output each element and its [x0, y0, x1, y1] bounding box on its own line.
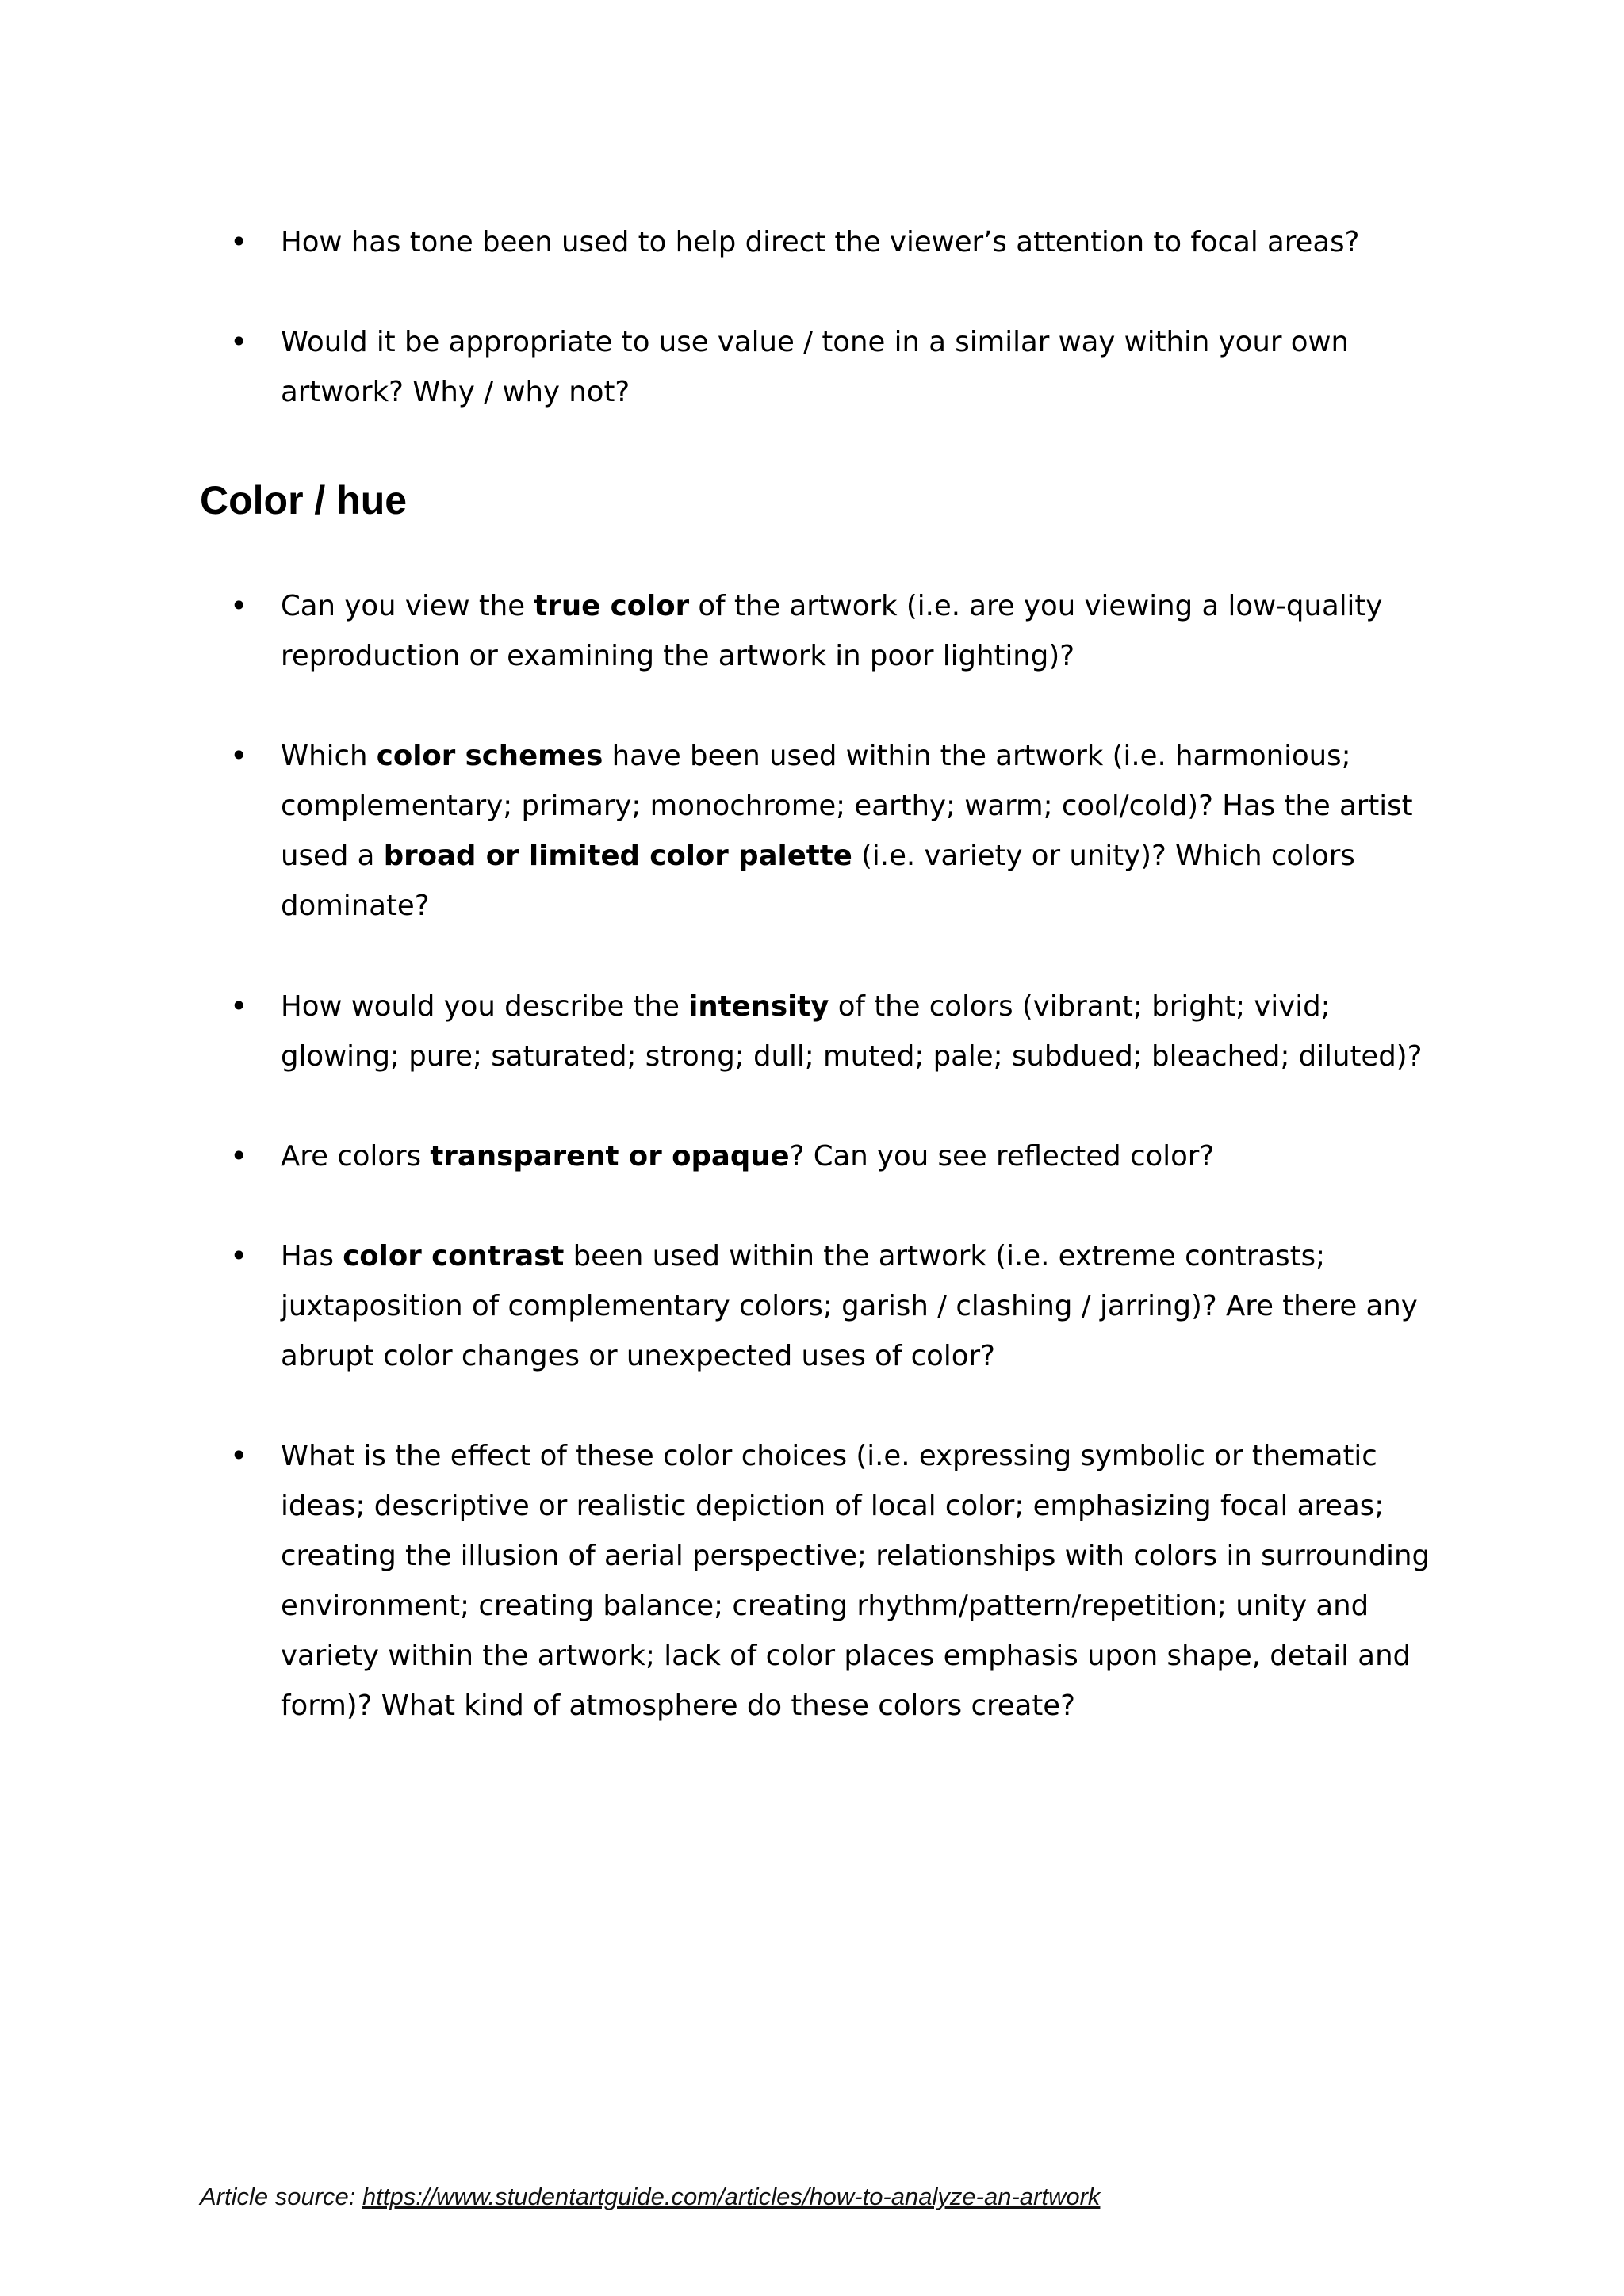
bullet-marker: • [230, 1138, 248, 1173]
list-item-text [281, 581, 1624, 681]
bold-phrase: color contrast [343, 1240, 565, 1272]
bold-phrase: broad or limited color palette [383, 840, 852, 872]
article-source-link[interactable]: https://www.studentartguide.com/articles/how-to-analyze-an-artwork [362, 2183, 1101, 2210]
list-item-text [281, 1131, 1624, 1181]
text-run: Would it be appropriate to use value / tone in a similar way within your own artwork? Why / why not? [281, 326, 1349, 408]
bullet-marker: • [230, 989, 248, 1024]
list-item-text [281, 1231, 1624, 1381]
text-run: of the colors (vibrant; bright; vivid; glowing; pure; saturated; strong; dull; muted; pale; subdued; bleached; diluted)? [281, 990, 1423, 1073]
text-run: Has [281, 1240, 343, 1272]
bullet-marker: • [230, 588, 248, 623]
text-run: How has tone been used to help direct the viewer’s attention to focal areas? [281, 226, 1360, 258]
bullet-marker: • [230, 1438, 248, 1473]
list-item-text [281, 317, 1624, 417]
list-item-text [281, 982, 1624, 1081]
bullet-marker: • [230, 324, 248, 359]
article-source [200, 2179, 1100, 2215]
text-run: Which [281, 740, 377, 772]
text-run: been used within the artwork (i.e. extreme contrasts; juxtaposition of complementary colors; garish / clashing / jarring)? Are there any abrupt color changes or unexpected uses of color? [281, 1240, 1418, 1372]
bold-phrase: intensity [688, 990, 829, 1023]
bullet-marker: • [230, 738, 248, 773]
text-run: Are colors [281, 1140, 431, 1173]
list-item-text [281, 1431, 1624, 1731]
section-heading: Color / hue [200, 478, 408, 522]
text-run: have been used within the artwork (i.e. harmonious; complementary; primary; monochrome; earthy; warm; cool/cold)? Has the artist used a [281, 740, 1413, 872]
text-run: How would you describe the [281, 990, 689, 1023]
bold-phrase: transparent or opaque [430, 1140, 790, 1173]
list-item-text [281, 731, 1624, 931]
text-run: ? Can you see reflected color? [789, 1140, 1215, 1173]
bullet-marker: • [230, 1238, 248, 1273]
text-run: (i.e. variety or unity)? Which colors dominate? [281, 840, 1355, 922]
text-run: Can you view the [281, 590, 534, 622]
text-run: of the artwork (i.e. are you viewing a low-quality reproduction or examining the artwork in poor lighting)? [281, 590, 1383, 672]
bullet-marker: • [230, 224, 248, 259]
list-item-text [281, 217, 1624, 267]
text-run: What is the effect of these color choices (i.e. expressing symbolic or thematic ideas; descriptive or realistic depiction of local color; emphasizing focal areas; creating the illusion of aerial perspective; relationships with colors in surrounding environment; creating balance; creating rhythm/pattern/repetition; unity and variety within the artwork; lack of color places emphasis upon shape, detail and form)? What kind of atmosphere do these colors create? [281, 1440, 1431, 1722]
bold-phrase: color schemes [376, 740, 603, 772]
article-source-label: Article source: [200, 2183, 363, 2210]
bold-phrase: true color [534, 590, 690, 622]
